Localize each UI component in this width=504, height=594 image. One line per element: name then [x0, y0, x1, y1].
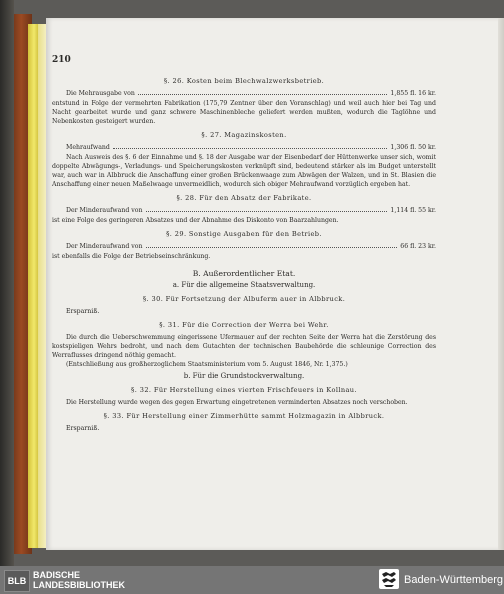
blb-logo[interactable]: BLB	[4, 570, 30, 592]
page-right-edge	[498, 18, 504, 550]
section-29-heading: §. 29. Sonstige Ausgaben für den Betrieb.	[166, 230, 322, 238]
section-30-text: Ersparniß.	[66, 308, 100, 315]
part-b-sub-b: b. Für die Grundstockverwaltung.	[183, 372, 305, 380]
section-28-text: ist eine Folge des geringeren Absatzes und der Abnahme des Diskonto von Baarzahlungen.	[52, 217, 339, 224]
section-27-amount-row	[52, 143, 436, 152]
baden-wuerttemberg-crest-icon[interactable]	[378, 568, 400, 590]
amount-value: 66 fl. 23 kr.	[400, 243, 436, 250]
library-name	[33, 570, 125, 590]
section-27-text: Nach Ausweis des §. 6 der Einnahme und §. 18 der Ausgabe war der Eisenbedarf der Hüttenwerke unser sich, womit doppelte Abwägungs-, Verladungs- und Speicherungskosten verknüpft sind, bedeutend stärker als im Budget unterstellt war, auch war in Albbruck die Anschaffung einer großen Brückenwaage zum Abwägen der Walzen, und in St. Blasien die Anschaffung einer neuen Maßelwaage unvermeidlich, wodurch sich obiger Mehraufwand vorzüglich ergeben hat.	[52, 154, 436, 188]
page-stack-edge	[38, 24, 46, 548]
dot-leader	[146, 211, 388, 212]
section-30-heading: §. 30. Für Fortsetzung der Albuferm auer in Albbruck.	[142, 295, 346, 303]
section-31-note: (Entschließung aus großherzoglichem Staatsministerium vom 5. August 1846, Nr. 1,375.)	[66, 361, 348, 368]
page-content	[52, 72, 436, 433]
amount-label: Mehraufwand	[66, 144, 110, 151]
amount-value: 1,306 fl. 50 kr.	[390, 144, 436, 151]
section-29-amount-row	[52, 242, 436, 251]
section-28-amount-row	[52, 206, 436, 215]
section-31-heading: §. 31. Für die Correction der Werra bei Wehr.	[159, 321, 329, 329]
dot-leader	[138, 94, 388, 95]
section-27-heading: §. 27. Magazinskosten.	[201, 131, 287, 139]
section-26-heading: §. 26. Kosten beim Blechwalzwerksbetrieb.	[163, 77, 325, 85]
section-31-text: Die durch die Ueberschwemmung eingerissene Ufermauer auf der rechten Seite der Werra hat die Zerstörung des kostspieligen Wehrs bedroht, und nach dem Gutachten der technischen Baubehörde die schleunige Correction des Werraflusses dringend nöthig gemacht.	[52, 334, 436, 359]
section-26-text: entstund in Folge der vermehrten Fabrikation (175,79 Zentner über den Voranschlag) und weil auch hier bei Tag und Nacht gearbeitet wurde und ganz schwere Maschinenbleche geliefert werden mußten, wodurch die Taglöhne und Nebenkosten gesteigert wurden.	[52, 100, 436, 125]
part-b-heading: B. Außerordentlicher Etat.	[192, 269, 296, 278]
dot-leader	[113, 148, 388, 149]
section-32-text: Die Herstellung wurde wegen des gegen Erwartung eingetretenen verminderten Absatzes noch verschoben.	[66, 399, 408, 406]
section-26-amount-row	[52, 89, 436, 98]
section-33-text: Ersparniß.	[66, 425, 100, 432]
library-name-line1: BADISCHE	[33, 570, 81, 580]
section-32-heading: §. 32. Für Herstellung eines vierten Frischfeuers in Kollnau.	[131, 386, 357, 394]
page-number: 210	[52, 55, 71, 65]
book-edge	[0, 0, 14, 566]
amount-value: 1,855 fl. 16 kr.	[390, 90, 436, 97]
section-28-heading: §. 28. Für den Absatz der Fabrikate.	[176, 194, 312, 202]
amount-label: Die Mehrausgabe von	[66, 90, 135, 97]
dot-leader	[146, 247, 398, 248]
section-33-heading: §. 33. Für Herstellung einer Zimmerhütte sammt Holzmagazin in Albbruck.	[103, 412, 385, 420]
part-b-sub-a: a. Für die allgemeine Staatsverwaltung.	[172, 281, 316, 289]
section-29-text: ist ebenfalls die Folge der Betriebseinschränkung.	[52, 253, 211, 260]
amount-label: Der Minderaufwand von	[66, 207, 143, 214]
amount-label: Der Minderaufwand von	[66, 243, 143, 250]
state-name: Baden-Württemberg	[404, 574, 504, 586]
library-name-line2: LANDESBIBLIOTHEK	[33, 580, 125, 590]
amount-value: 1,114 fl. 55 kr.	[390, 207, 436, 214]
